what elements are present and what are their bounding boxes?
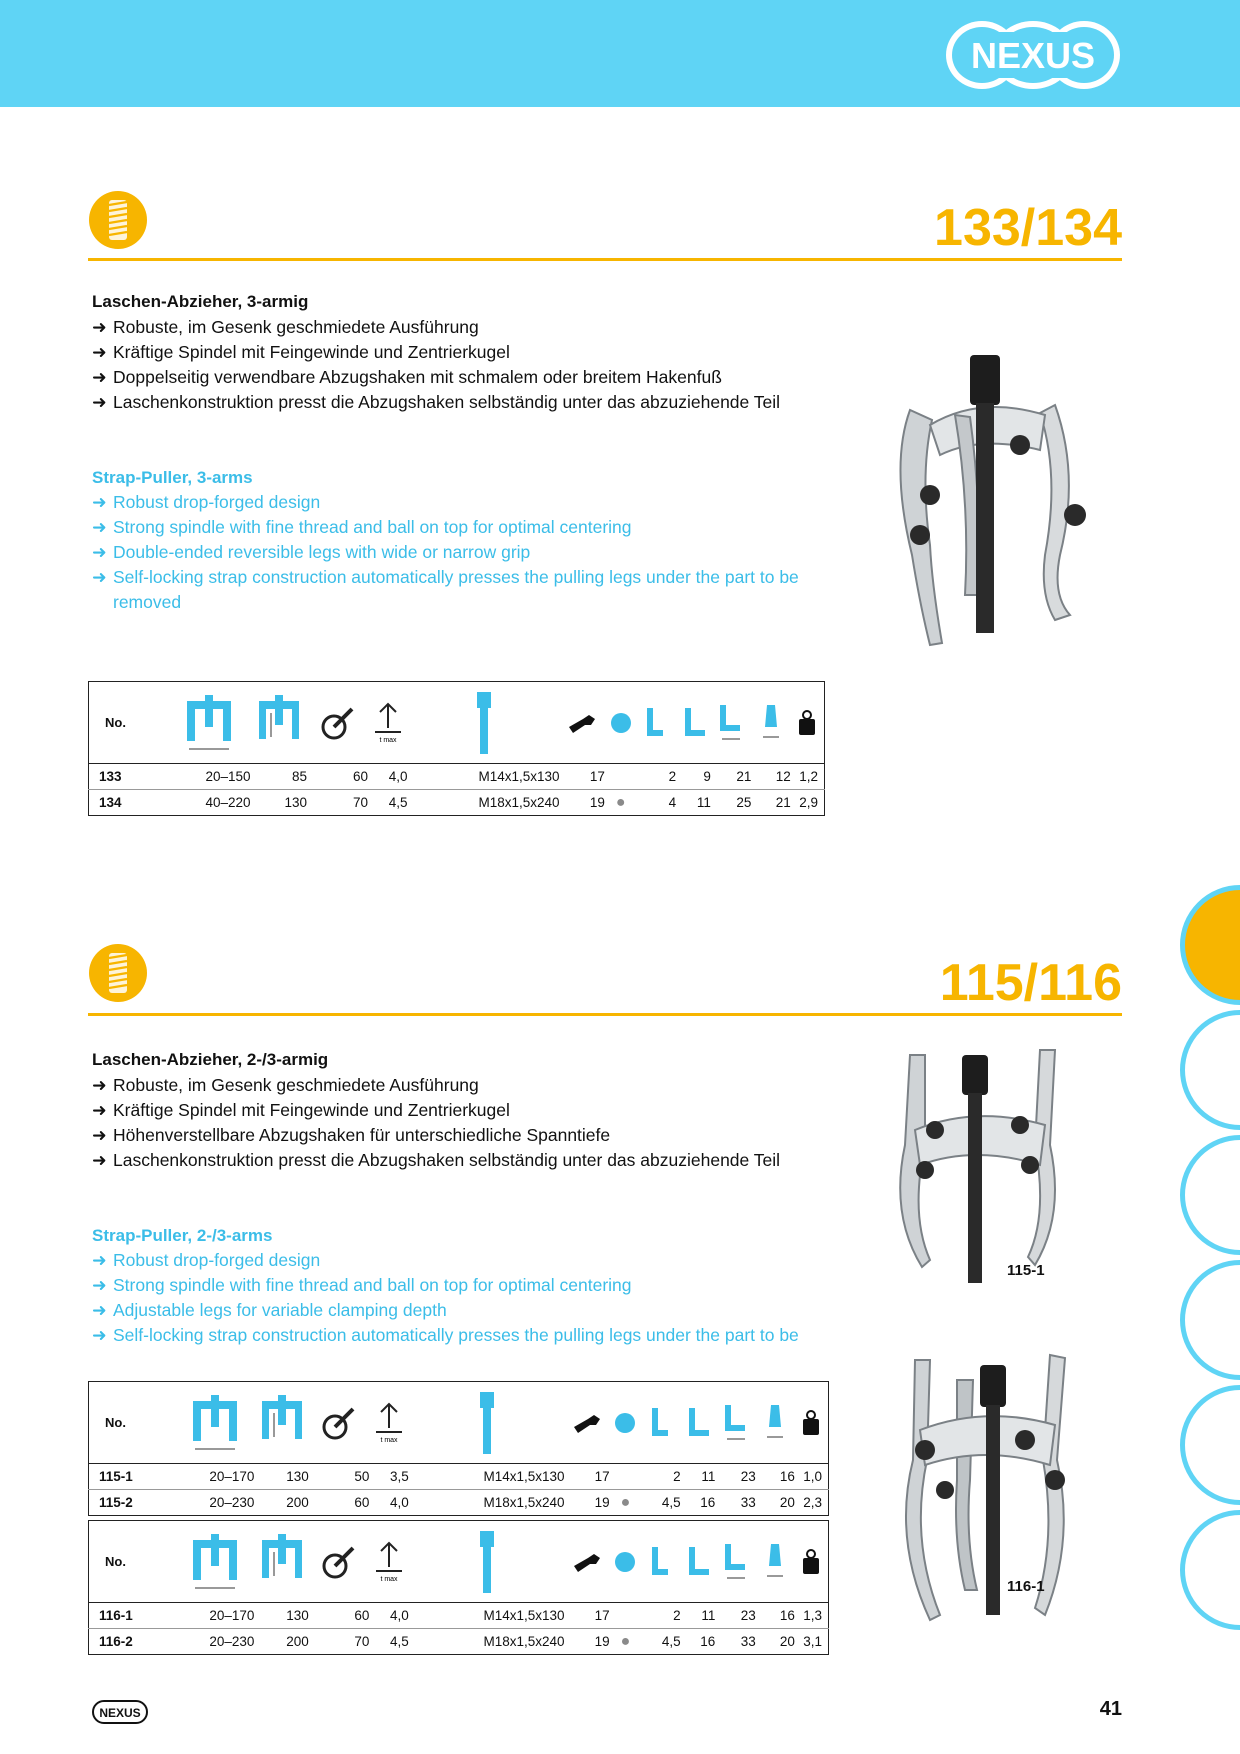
cell-no: 134 [89, 790, 167, 816]
ball-icon [605, 682, 637, 764]
feature-item: ➜ Kräftige Spindel mit Feingewinde und Zentrierkugel [92, 1098, 780, 1123]
cell-value: 9 [703, 769, 711, 784]
cell-value: 33 [715, 1490, 755, 1516]
leg-tip-icon [751, 682, 790, 764]
depth-icon [254, 1382, 308, 1464]
cell-value: 20 [756, 1629, 795, 1655]
table-header-row [89, 1382, 829, 1464]
spring-icon [88, 943, 148, 1003]
cell-wrench: 17 [594, 1469, 610, 1484]
cell-ball: ● [610, 1629, 641, 1655]
side-tab-2[interactable] [1180, 1010, 1240, 1130]
feature-item: ➜ Self-locking strap construction automatically presses the pulling legs under the part to be [92, 1323, 853, 1348]
table-row [89, 1629, 829, 1655]
leg-foot-icon [641, 1521, 680, 1603]
cell-value: 4,5 [641, 1490, 680, 1516]
ball-icon [610, 1382, 641, 1464]
cell-value: 16 [779, 1469, 795, 1484]
cell-value: 70 [309, 1629, 370, 1655]
leg-width-icon [711, 682, 752, 764]
side-tab-4[interactable] [1180, 1260, 1240, 1380]
cell-span: 20–170 [209, 1608, 255, 1623]
feature-item: ➜ Robust drop-forged design [92, 1248, 853, 1273]
feature-item: ➜ Laschenkonstruktion presst die Abzugshaken selbständig unter das abzuziehende Teil [92, 1148, 780, 1173]
arrow-icon: ➜ [92, 1250, 107, 1270]
leg-foot-wide-icon [681, 1521, 716, 1603]
arrow-icon: ➜ [92, 1150, 107, 1170]
cell-value: 60 [354, 1608, 370, 1623]
cell-thread: M18x1,5x240 [409, 1629, 565, 1655]
section-number: 115/116 [939, 954, 1122, 1012]
cell-wrench: 17 [594, 1608, 610, 1623]
arrow-icon: ➜ [92, 1125, 107, 1145]
nexus-logo [944, 18, 1122, 92]
cell-thread: M14x1,5x130 [483, 1469, 565, 1484]
cell-value: 4,0 [388, 769, 408, 784]
feature-item: ➜ Robuste, im Gesenk geschmiedete Ausführung [92, 1073, 780, 1098]
arrow-icon: ➜ [92, 542, 107, 562]
side-tab-5[interactable] [1180, 1385, 1240, 1505]
cell-ball [610, 1603, 641, 1629]
cell-value: 70 [307, 790, 368, 816]
cell-no: 115-1 [99, 1469, 133, 1484]
arrow-icon: ➜ [92, 1100, 107, 1120]
clamp-icon [309, 1521, 370, 1603]
spindle-icon [409, 1521, 565, 1603]
feature-item: ➜ Doppelseitig verwendbare Abzugshaken mit schmalem oder breitem Hakenfuß [92, 365, 780, 390]
cell-ball [605, 764, 637, 790]
arrow-icon: ➜ [92, 342, 107, 362]
product-image-116-1 [885, 1350, 1085, 1630]
cell-value: 33 [715, 1629, 755, 1655]
depth-icon [251, 682, 307, 764]
section-divider [88, 1013, 1122, 1016]
table-header-row [89, 682, 825, 764]
cell-value: 21 [736, 769, 752, 784]
cell-wrench: 17 [589, 769, 605, 784]
header-no: No. [89, 682, 167, 764]
table-header-row [89, 1521, 829, 1603]
feature-item: ➜ Self-locking strap construction automatically presses the pulling legs under the part to be removed [92, 567, 799, 612]
cell-span: 20–170 [209, 1469, 255, 1484]
product-title-de: Laschen-Abzieher, 3-armig [92, 292, 309, 311]
feature-item: ➜ Robust drop-forged design [92, 490, 853, 515]
weight-icon [791, 682, 825, 764]
spring-icon [88, 190, 148, 250]
arrow-icon: ➜ [92, 1275, 107, 1295]
side-tab-6[interactable] [1180, 1510, 1240, 1630]
feature-item: ➜ Double-ended reversible legs with wide or narrow grip [92, 540, 853, 565]
arrow-icon: ➜ [92, 567, 107, 587]
cell-depth: 85 [292, 769, 308, 784]
cell-thread: M18x1,5x240 [408, 790, 560, 816]
cell-wrench: 19 [565, 1629, 610, 1655]
cell-value: 2 [668, 769, 677, 784]
cell-value: 4,5 [369, 1629, 408, 1655]
weight-icon [795, 1382, 829, 1464]
cell-value: 16 [681, 1490, 716, 1516]
cell-weight: 1,2 [799, 769, 818, 784]
cell-thread: M18x1,5x240 [409, 1490, 565, 1516]
section-number: 133/134 [934, 199, 1122, 257]
header-no: No. [89, 1382, 176, 1464]
feature-item: ➜ Robuste, im Gesenk geschmiedete Ausführung [92, 315, 780, 340]
feature-list-en [92, 490, 853, 615]
cell-weight: 1,3 [803, 1608, 822, 1623]
svg-text:t max: t max [380, 1436, 398, 1444]
arrow-icon: ➜ [92, 392, 107, 412]
cell-thread: M14x1,5x130 [478, 769, 560, 784]
cell-thread: M14x1,5x130 [483, 1608, 565, 1623]
arrow-icon: ➜ [92, 492, 107, 512]
product-title-en: Strap-Puller, 3-arms [92, 468, 253, 487]
cell-value: 4,0 [390, 1608, 409, 1623]
cell-span: 40–220 [167, 790, 251, 816]
leg-foot-wide-icon [676, 682, 711, 764]
tmax-icon [369, 1521, 408, 1603]
leg-tip-icon [756, 1521, 795, 1603]
cell-no: 116-2 [89, 1629, 176, 1655]
feature-list-de [92, 1073, 780, 1173]
wrench-icon [565, 1382, 610, 1464]
cell-weight: 3,1 [795, 1629, 829, 1655]
leg-tip-icon [756, 1382, 795, 1464]
cell-value: 50 [354, 1469, 370, 1484]
cell-value: 25 [711, 790, 752, 816]
spindle-icon [409, 1382, 565, 1464]
cell-span: 20–230 [176, 1490, 255, 1516]
svg-text:t max: t max [380, 1575, 398, 1583]
section-divider [88, 258, 1122, 261]
header-no: No. [89, 1521, 176, 1603]
feature-list-de [92, 315, 780, 415]
ball-icon [610, 1521, 641, 1603]
depth-icon [254, 1521, 308, 1603]
cell-weight: 2,9 [791, 790, 825, 816]
arrow-icon: ➜ [92, 317, 107, 337]
product-image-115-1 [880, 1045, 1070, 1285]
wrench-icon [565, 1521, 610, 1603]
leg-foot-icon [641, 1382, 680, 1464]
cell-value: 4 [637, 790, 677, 816]
cell-no: 133 [99, 769, 122, 784]
cell-value: 3,5 [390, 1469, 409, 1484]
table-row [89, 1603, 829, 1629]
spindle-icon [408, 682, 560, 764]
cell-weight: 1,0 [803, 1469, 822, 1484]
arrow-icon: ➜ [92, 367, 107, 387]
nexus-footer-logo [92, 1700, 148, 1724]
cell-wrench: 19 [565, 1490, 610, 1516]
feature-item: ➜ Höhenverstellbare Abzugshaken für unterschiedliche Spanntiefe [92, 1123, 780, 1148]
cell-no: 115-2 [89, 1490, 176, 1516]
image-caption: 115-1 [1007, 1262, 1045, 1279]
cell-value: 16 [779, 1608, 795, 1623]
clamp-icon [309, 1382, 370, 1464]
cell-value: 21 [751, 790, 790, 816]
svg-text:NEXUS: NEXUS [99, 1706, 141, 1720]
cell-ball: ● [610, 1490, 641, 1516]
cell-value: 11 [701, 1469, 716, 1484]
cell-value: 12 [775, 769, 791, 784]
product-image-133 [870, 355, 1090, 655]
cell-depth: 200 [254, 1629, 308, 1655]
feature-item: ➜ Kräftige Spindel mit Feingewinde und Zentrierkugel [92, 340, 780, 365]
spec-table-115 [88, 1381, 829, 1516]
cell-value: 2 [673, 1608, 681, 1623]
cell-no: 116-1 [99, 1608, 133, 1623]
cell-weight: 2,3 [795, 1490, 829, 1516]
cell-ball [610, 1464, 641, 1490]
svg-text:NEXUS: NEXUS [970, 35, 1096, 76]
leg-width-icon [715, 1382, 755, 1464]
table-row [89, 790, 825, 816]
arrow-icon: ➜ [92, 1300, 107, 1320]
feature-item: ➜ Strong spindle with fine thread and ball on top for optimal centering [92, 1273, 853, 1298]
svg-text:t max: t max [379, 736, 397, 744]
cell-value: 4,0 [369, 1490, 408, 1516]
feature-item: ➜ Strong spindle with fine thread and ball on top for optimal centering [92, 515, 853, 540]
wrench-icon [560, 682, 605, 764]
weight-icon [795, 1521, 829, 1603]
cell-depth: 130 [286, 1469, 309, 1484]
cell-value: 23 [740, 1608, 756, 1623]
clamp-icon [307, 682, 368, 764]
cell-value: 4,5 [368, 790, 408, 816]
leg-width-icon [715, 1521, 755, 1603]
cell-value: 11 [676, 790, 711, 816]
cell-ball: ● [605, 790, 637, 816]
arrow-icon: ➜ [92, 1325, 107, 1345]
arrow-icon: ➜ [92, 517, 107, 537]
arrow-icon: ➜ [92, 1075, 107, 1095]
spec-table-133-134 [88, 681, 825, 816]
cell-span: 20–230 [176, 1629, 255, 1655]
leg-foot-icon [637, 682, 677, 764]
cell-value: 16 [681, 1629, 716, 1655]
cell-depth: 130 [286, 1608, 309, 1623]
cell-value: 20 [756, 1490, 795, 1516]
table-row [89, 1464, 829, 1490]
page-number: 41 [1099, 1698, 1122, 1720]
span-icon [176, 1521, 255, 1603]
spec-table-116 [88, 1520, 829, 1655]
cell-depth: 200 [254, 1490, 308, 1516]
cell-value: 60 [352, 769, 368, 784]
feature-list-en [92, 1248, 853, 1348]
cell-value: 60 [309, 1490, 370, 1516]
cell-value: 11 [701, 1608, 716, 1623]
span-icon [167, 682, 251, 764]
cell-value: 23 [740, 1469, 756, 1484]
cell-value: 4,5 [641, 1629, 680, 1655]
feature-item: ➜ Adjustable legs for variable clamping depth [92, 1298, 853, 1323]
table-row [89, 764, 825, 790]
side-tab-3[interactable] [1180, 1135, 1240, 1255]
cell-depth: 130 [251, 790, 307, 816]
side-tab-1[interactable] [1180, 885, 1240, 1005]
feature-item: ➜ Laschenkonstruktion presst die Abzugshaken selbständig unter das abzuziehende Teil [92, 390, 780, 415]
cell-span: 20–150 [205, 769, 251, 784]
span-icon [176, 1382, 255, 1464]
tmax-icon [369, 1382, 408, 1464]
product-title-en: Strap-Puller, 2-/3-arms [92, 1226, 273, 1245]
product-title-de: Laschen-Abzieher, 2-/3-armig [92, 1050, 329, 1069]
tmax-icon [368, 682, 408, 764]
leg-foot-wide-icon [681, 1382, 716, 1464]
cell-wrench: 19 [560, 790, 605, 816]
cell-value: 2 [673, 1469, 681, 1484]
image-caption: 116-1 [1007, 1578, 1045, 1595]
table-row [89, 1490, 829, 1516]
